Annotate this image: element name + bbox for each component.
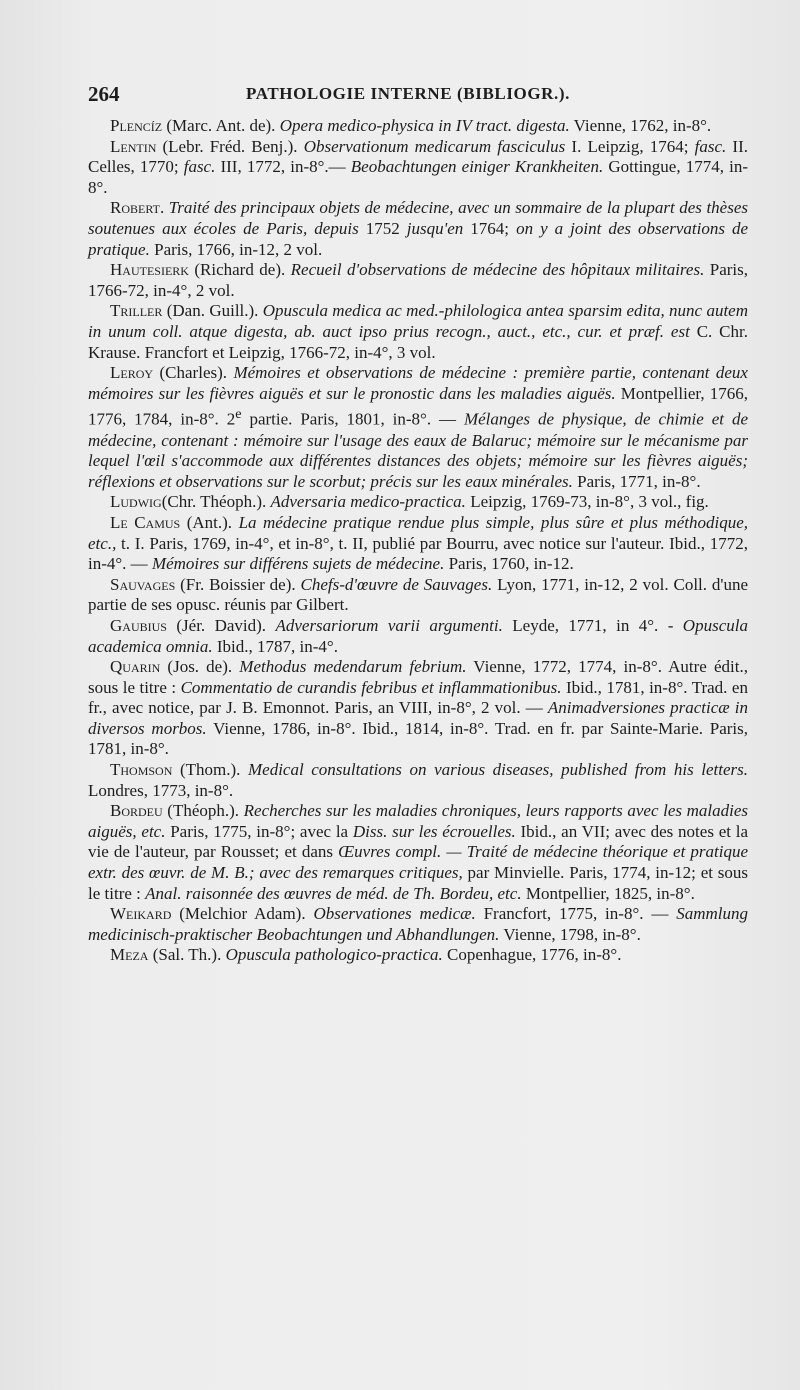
- entry-title-text: Chefs-d'œuvre de Sauvages.: [300, 574, 493, 594]
- entry-text: 1752: [358, 218, 407, 238]
- entry-title-text: Sammlung medicinisch-praktischer Beobachtungen und Abhandlungen.: [88, 904, 748, 944]
- page-number: 264: [88, 82, 120, 106]
- entry-text: Ibid., 1787, in-4°.: [212, 636, 338, 656]
- entry-author: Meza: [110, 945, 149, 965]
- entry-title-text: Adversaria medico-practica.: [270, 492, 466, 512]
- entry-title-text: Medical consultations on various diseases, published from his letters.: [247, 760, 748, 780]
- entry-author: Thomson: [110, 760, 173, 780]
- entry-title-text: Commentatio de curandis febribus et inflammationibus.: [180, 677, 562, 697]
- entry-text: (Richard de).: [188, 260, 291, 280]
- bibliography-entry: [88, 760, 748, 801]
- entry-title-text: Observationum medicarum fasciculus: [303, 136, 566, 156]
- entry-text: (Chr. Théoph.).: [161, 492, 271, 512]
- entry-text: (Sal. Th.).: [148, 945, 226, 965]
- entry-title-text: Diss. sur les écrouelles.: [352, 821, 516, 841]
- entry-author: Hautesierk: [110, 260, 189, 280]
- bibliography-entry: [88, 616, 748, 657]
- entry-title-text: Methodus medendarum febrium.: [239, 657, 467, 677]
- entry-text: Gottingue, 1774, in-8°.: [88, 157, 748, 197]
- bibliography-entry: [88, 513, 748, 575]
- running-head: [88, 82, 748, 112]
- entry-text: (Fr. Boissier de).: [175, 574, 301, 594]
- entry-title-text: Animadversiones practicæ in diversos morbos.: [88, 698, 748, 738]
- entry-author: Weikard: [110, 904, 172, 924]
- entry-title-text: Adversariorum varii argumenti.: [275, 615, 503, 635]
- bibliography-entry: [88, 363, 748, 492]
- bibliography-entry: [88, 260, 748, 301]
- entry-author: Leroy: [110, 363, 154, 383]
- bibliography-entry: [88, 801, 748, 904]
- entry-author: Lentin: [110, 136, 157, 156]
- entry-text: Paris, 1760, in-12.: [444, 554, 574, 574]
- entry-text: Francfort, 1775, in-8°. —: [475, 904, 677, 924]
- entry-title-text: Opera medico-physica in IV tract. digesta.: [279, 116, 570, 135]
- entry-author: Quarin: [110, 657, 161, 677]
- entry-text: .: [159, 198, 169, 218]
- entry-text: Ibid., an VII; avec des notes et la vie de l'auteur, par Rousset; et dans: [88, 821, 749, 862]
- entry-author: Triller: [110, 301, 163, 321]
- bibliography-entry: [88, 116, 748, 137]
- entry-text: Londres, 1773, in-8°.: [88, 780, 234, 800]
- entry-text: (Melchior Adam).: [171, 904, 314, 924]
- entry-title-text: on y a joint des observations de pratique.: [88, 218, 748, 259]
- entry-title-text: Œuvres compl. — Traité de médecine théorique et pratique extr. des œuvr. de M. B.; avec des remarques critiques,: [88, 842, 749, 883]
- entry-text: Leipzig, 1769-73, in-8°, 3 vol., fig.: [465, 492, 709, 512]
- entry-title-text: Recueil d'observations de médecine des hôpitaux militaires.: [290, 260, 705, 280]
- entry-text: (Thom.).: [172, 760, 248, 780]
- bibliography-entry: [88, 945, 748, 966]
- entry-title-text: Observationes medicæ.: [313, 904, 476, 924]
- entry-text: 1764;: [463, 218, 517, 238]
- entry-author: Ludwig: [110, 492, 162, 512]
- entry-text: Montpellier, 1825, in-8°.: [521, 883, 695, 903]
- entry-title-text: Recherches sur les maladies chroniques, leurs rapports avec les maladies aiguës, etc.: [88, 801, 748, 841]
- entry-author: Bordeu: [110, 801, 163, 821]
- entry-title-text: Opuscula pathologico-practica.: [225, 945, 443, 965]
- entry-text: Ibid., 1781, in-8°. Trad. en fr., avec notice, par J. B. Emonnot. Paris, an VIII, in-8°, 2 vol. —: [88, 677, 748, 718]
- entry-text: (Marc. Ant. de).: [162, 116, 280, 135]
- bibliography-entry: [88, 575, 748, 616]
- entry-text: II. Celles, 1770;: [88, 136, 748, 177]
- entry-text: (Charles).: [153, 363, 234, 383]
- running-title: PATHOLOGIE INTERNE (BIBLIOGR.).: [246, 84, 571, 103]
- entry-text: e: [235, 406, 242, 423]
- entry-text: Paris, 1771, in-8°.: [572, 471, 701, 491]
- entry-text: Vienne, 1798, in-8°.: [499, 924, 641, 944]
- entry-text: Paris, 1775, in-8°; avec la: [165, 821, 353, 841]
- entry-title-text: La médecine pratique rendue plus simple, plus sûre et plus méthodique, etc.,: [88, 512, 748, 553]
- entry-text: (Théoph.).: [162, 801, 244, 821]
- entry-text: (Ant.).: [180, 512, 239, 532]
- entry-title-text: fasc.: [183, 157, 216, 177]
- bibliography-entry: [88, 492, 748, 513]
- entry-author: Plencíz: [110, 116, 163, 135]
- entry-text: Lyon, 1771, in-12, 2 vol. Coll. d'une partie de ses opusc. réunis par Gilbert.: [88, 574, 749, 615]
- entry-text: (Lebr. Fréd. Benj.).: [156, 136, 304, 156]
- bibliography-list: [88, 116, 748, 966]
- bibliography-entry: [88, 301, 748, 363]
- entry-text: par Minvielle. Paris, 1774, in-12; et sous le titre :: [88, 863, 748, 903]
- entry-title-text: fasc.: [694, 136, 727, 156]
- entry-title-text: Opuscula medica ac med.-philologica antea sparsim edita, nunc autem in unum coll. atque digesta, ab. auct ipso prius recogn., auct., etc., cur. et præf. est: [88, 301, 748, 341]
- entry-text: Montpellier, 1766, 1776, 1784, in-8°. 2: [88, 383, 748, 429]
- bibliography-entry: [88, 657, 748, 760]
- entry-author: Sauvages: [110, 574, 176, 594]
- entry-author: Robert: [110, 198, 160, 218]
- entry-title-text: jusqu'en: [406, 218, 464, 238]
- entry-text: (Jos. de).: [160, 657, 240, 677]
- bibliography-entry: [88, 904, 748, 945]
- entry-title-text: Beobachtungen einiger Krankheiten.: [350, 157, 604, 177]
- entry-title-text: Traité des principaux objets de médecine, avec un sommaire de la plupart des thèses soutenues aux écoles de Paris, depuis: [88, 198, 749, 238]
- bibliography-entry: [88, 198, 748, 260]
- entry-text: (Jér. David).: [166, 615, 276, 635]
- entry-title-text: Mémoires et observations de médecine : première partie, contenant deux mémoires sur les fièvres aiguës et sur le pronostic dans les maladies aiguës.: [88, 363, 748, 403]
- entry-text: Vienne, 1786, in-8°. Ibid., 1814, in-8°. Trad. en fr. par Sainte-Marie. Paris, 1781, in-8°.: [88, 718, 748, 759]
- entry-text: Leyde, 1771, in 4°. -: [502, 615, 683, 635]
- entry-text: Vienne, 1762, in-8°.: [569, 116, 712, 135]
- entry-text: Paris, 1766-72, in-4°, 2 vol.: [88, 260, 749, 300]
- entry-text: III, 1772, in-8°.—: [215, 157, 351, 177]
- entry-title-text: Mémoires sur différens sujets de médecine.: [151, 554, 445, 574]
- entry-author: Gaubius: [110, 615, 167, 635]
- entry-title-text: Opuscula academica omnia.: [88, 615, 748, 656]
- entry-text: partie. Paris, 1801, in-8°. —: [241, 409, 464, 429]
- entry-text: Vienne, 1772, 1774, in-8°. Autre édit., sous le titre :: [88, 657, 748, 697]
- entry-author: Le Camus: [110, 512, 181, 532]
- entry-text: (Dan. Guill.).: [162, 301, 263, 321]
- entry-text: t. I. Paris, 1769, in-4°, et in-8°, t. II, publié par Bourru, avec notice sur l'auteur. Ibid., 1772, in-4°. —: [88, 533, 748, 574]
- entry-title-text: Anal. raisonnée des œuvres de méd. de Th. Bordeu, etc.: [145, 883, 522, 903]
- entry-title-text: Mélanges de physique, de chimie et de médecine, contenant : mémoire sur l'usage des eaux de Balaruc; mémoire sur le mécanisme par lequel l'œil s'accommode aux différentes distances des objets; mémoire sur les fièvres aiguës; réflexions et observations sur le scorbut; précis sur les eaux minérales.: [88, 409, 748, 491]
- entry-text: C. Chr. Krause. Francfort et Leipzig, 1766-72, in-4°, 3 vol.: [88, 321, 748, 362]
- bibliography-entry: [88, 137, 748, 199]
- entry-text: Paris, 1766, in-12, 2 vol.: [149, 239, 323, 259]
- entry-text: Copenhague, 1776, in-8°.: [442, 945, 622, 965]
- entry-text: I. Leipzig, 1764;: [565, 136, 695, 156]
